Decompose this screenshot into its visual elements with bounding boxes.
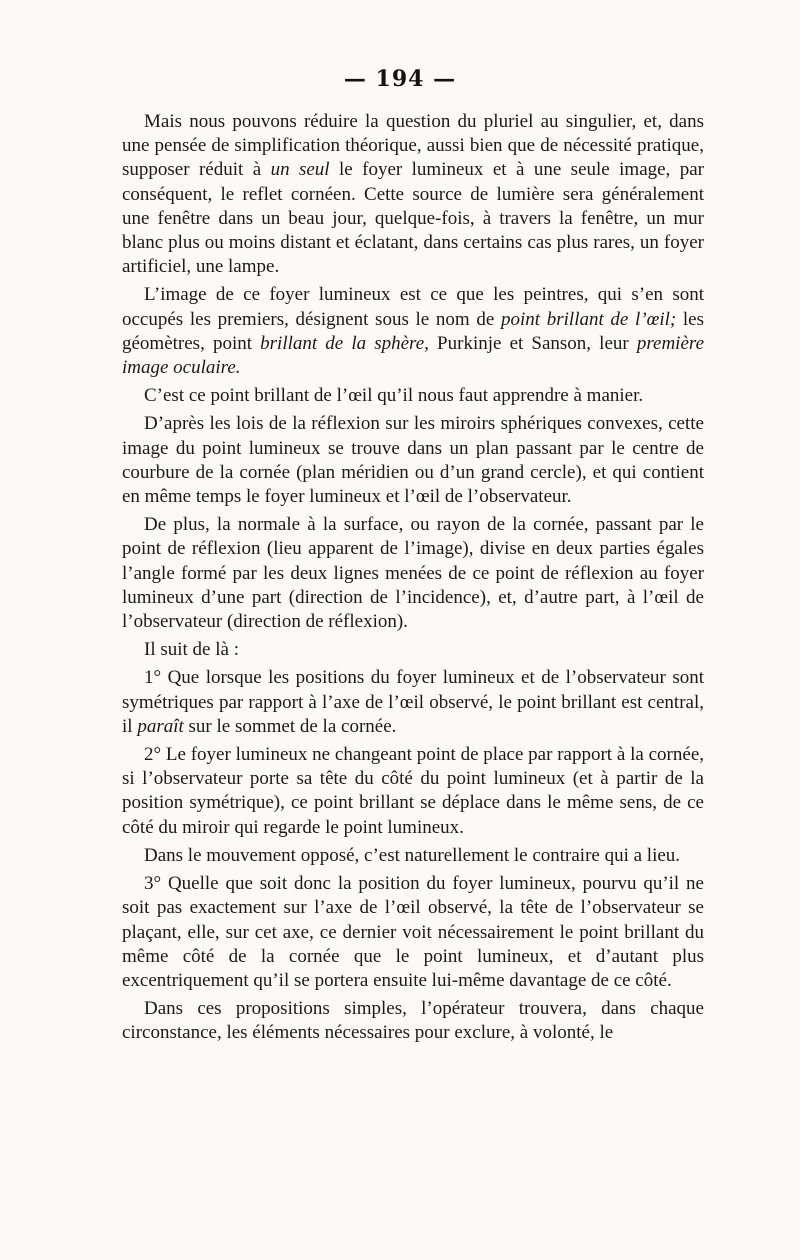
italic-text: paraît: [137, 715, 184, 737]
italic-text: première image oculaire.: [122, 332, 705, 379]
paragraph: [122, 513, 704, 634]
paragraph: [122, 110, 704, 279]
text-run: le foyer lumineux et à une seule image, par conséquent, le reflet cornéen. Cette source de lumière sera généralement une fenêtre dans un beau jour, quelque-fois, à travers la fenêtre, un mur blanc plus ou moins distant et éclatant, dans certains cas plus rares, un foyer artificiel, une lampe.: [122, 159, 704, 278]
text-run: sur le sommet de la cornée.: [183, 715, 397, 737]
paragraph: [122, 283, 704, 380]
text-run: Dans ces propositions simples, l’opérateur trouvera, dans chaque circonstance, les éléments nécessaires pour exclure, à volonté, le: [122, 998, 704, 1044]
text-run: les géomètres, point: [122, 308, 704, 354]
italic-text: brillant de la sphère,: [260, 332, 429, 354]
text-run: 3° Quelle que soit donc la position du foyer lumineux, pourvu qu’il ne soit pas exactement sur l’axe de l’œil observé, la tête de l’observateur se plaçant, elle, sur cet axe, ce dernier voit nécessairement le point brillant du même côté de la cornée que le point lumineux, et d’autant plus excentriquement qu’il se portera ensuite lui-même davantage de ce côté.: [122, 873, 704, 991]
body-text: [122, 110, 704, 1050]
paragraph: [122, 412, 704, 509]
text-run: 1° Que lorsque les positions du foyer lumineux et de l’observateur sont symétriques par rapport à l’axe de l’œil observé, le point brillant est central, il: [122, 667, 704, 737]
text-run: Mais nous pouvons réduire la question du pluriel au singulier, et, dans une pensée de simplification théorique, aussi bien que de nécessité pratique, supposer réduit à: [122, 111, 704, 181]
paragraph: [122, 997, 704, 1045]
paragraph: [122, 666, 704, 739]
paragraph: [122, 384, 704, 408]
paragraph: [122, 872, 704, 993]
text-run: 2° Le foyer lumineux ne changeant point de place par rapport à la cornée, si l’observateur porte sa tête du côté du point lumineux (et à partir de la position symétrique), ce point brillant se déplace dans le même sens, de ce côté du miroir qui regarde le point lumineux.: [122, 744, 704, 838]
paragraph: [122, 743, 704, 840]
text-run: C’est ce point brillant de l’œil qu’il nous faut apprendre à manier.: [144, 385, 644, 407]
text-run: L’image de ce foyer lumineux est ce que les peintres, qui s’en sont occupés les premiers, désignent sous le nom de: [122, 284, 704, 330]
paragraph: [122, 844, 704, 868]
text-run: De plus, la normale à la surface, ou rayon de la cornée, passant par le point de réflexion (lieu apparent de l’image), divise en deux parties égales l’angle formé par les deux lignes menées de ce point de réflexion au foyer lumineux d’une part (direction de l’incidence), et, d’autre part, à l’œil de l’observateur (direction de réflexion).: [122, 514, 704, 633]
text-run: Purkinje et Sanson, leur: [428, 332, 637, 354]
text-run: Dans le mouvement opposé, c’est naturellement le contraire qui a lieu.: [144, 844, 681, 866]
page-number: — 194 —: [343, 66, 457, 92]
italic-text: point brillant de l’œil;: [501, 308, 677, 330]
paragraph: [122, 638, 704, 662]
text-run: D’après les lois de la réflexion sur les miroirs sphériques convexes, cette image du point lumineux se trouve dans un plan passant par le centre de courbure de la cornée (plan méridien ou d’un grand cercle), et qui contient en même temps le foyer lumineux et l’œil de l’observateur.: [122, 413, 704, 508]
text-run: Il suit de là :: [144, 639, 239, 661]
italic-text: un seul: [270, 159, 330, 181]
